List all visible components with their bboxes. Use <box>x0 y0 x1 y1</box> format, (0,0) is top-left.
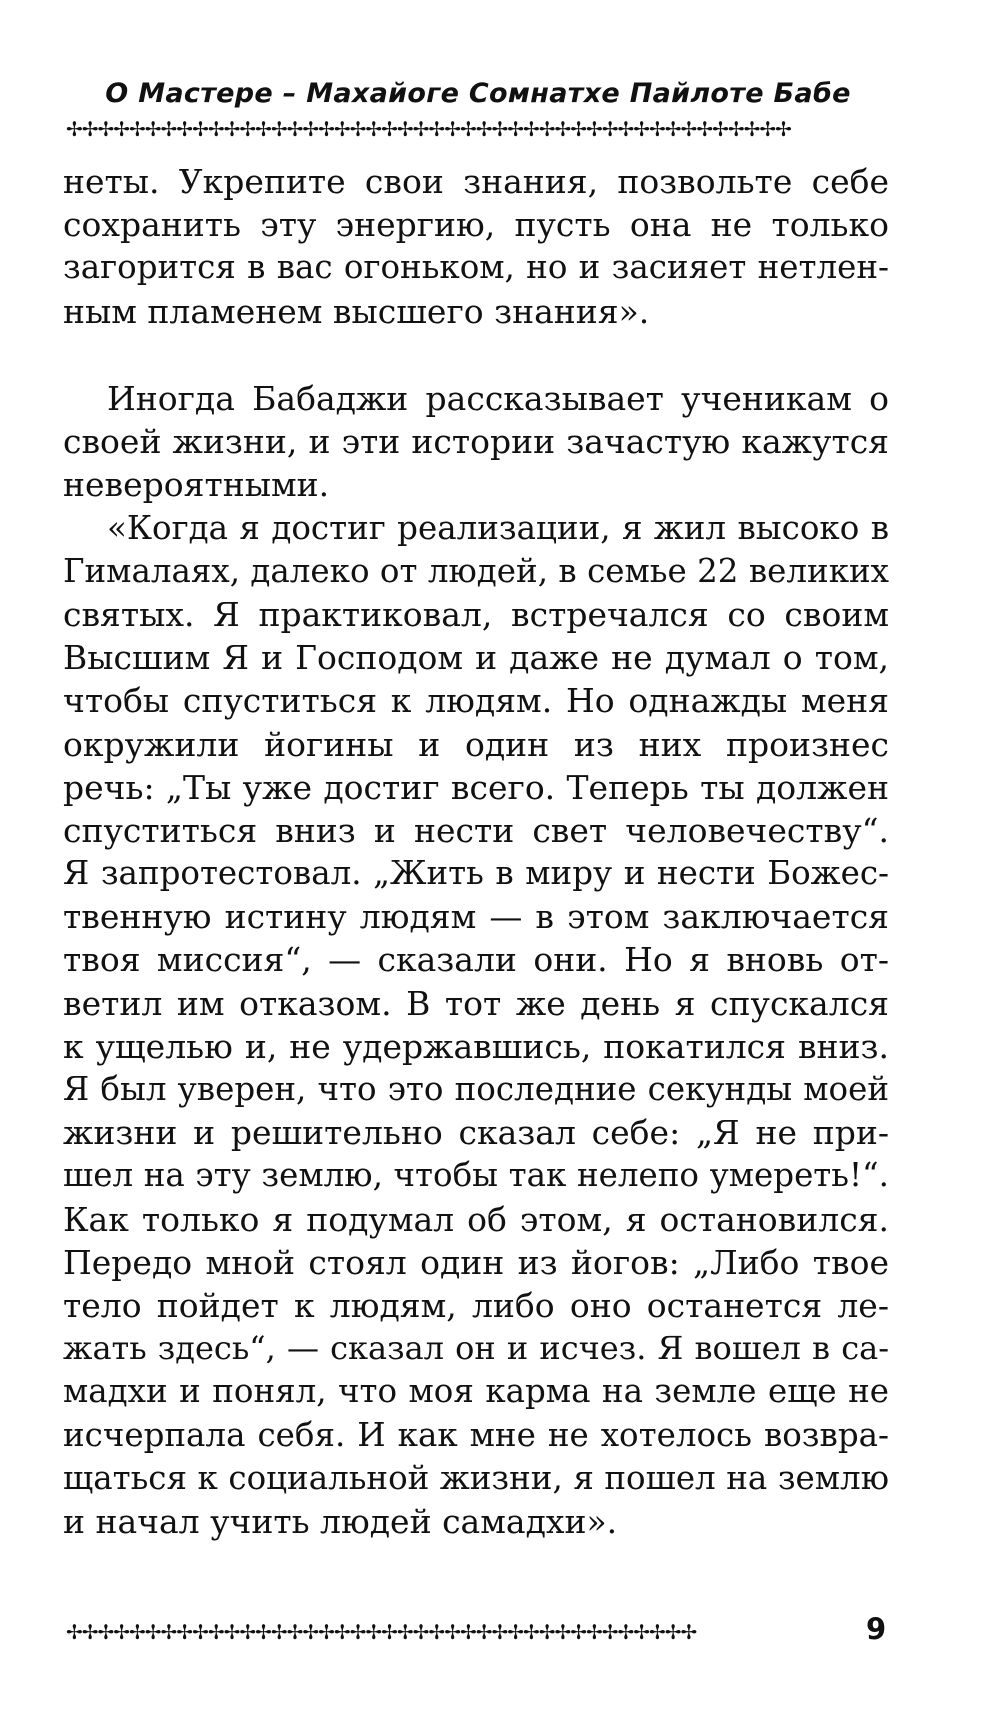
text-line: Как только я подумал об этом, я остановился. <box>63 1199 889 1239</box>
text-line: ным пламенем высшего знания». <box>63 291 650 331</box>
text-line: Я был уверен, что это последние секунды моей <box>63 1070 889 1108</box>
text-line: шел на эту землю, чтобы так нелепо умереть!“. <box>63 1156 889 1195</box>
text-line: исчерпала себя. И как мне не хотелось возвра- <box>63 1415 889 1454</box>
text-line: к ущелью и, не удержавшись, покатился вниз. <box>63 1026 889 1066</box>
text-line: неты. Укрепите свои знания, позвольте себе <box>63 162 889 201</box>
text-line: Передо мной стоял один из йогов: „Либо твое <box>63 1242 889 1282</box>
text-line: жать здесь“, — сказал он и исчез. Я вошел в са- <box>63 1329 889 1368</box>
text-line: сохранить эту энергию, пусть она не только <box>63 205 889 245</box>
text-line: щаться к социальной жизни, я пошел на землю <box>63 1458 889 1497</box>
top-ornament-divider: ✢✢✢✢✢✢✢✢✢✢✢✢✢✢✢✢✢✢✢✢✢✢✢✢✢✢✢✢✢✢✢✢✢✢✢✢✢✢✢✢✢✢✢✢✢✢ <box>66 118 791 140</box>
main-text-block <box>63 377 889 1543</box>
text-line: невероятными. <box>63 465 330 505</box>
text-line: Я запротестовал. „Жить в миру и нести Божес- <box>63 854 889 893</box>
running-header: О Мастере – Махайоге Сомнатхе Пайлоте Бабе <box>105 78 851 109</box>
text-line: святых. Я практиковал, встречался со своим <box>63 594 889 634</box>
text-line: речь: „Ты уже достиг всего. Теперь ты должен <box>63 767 889 807</box>
text-line: Гималаях, далеко от людей, в семье 22 великих <box>63 551 889 590</box>
text-line: мадхи и понял, что моя карма на земле еще не <box>63 1372 889 1411</box>
text-line: загорится в вас огоньком, но и засияет нетлен- <box>63 248 889 287</box>
text-line: Иногда Бабаджи рассказывает ученикам о <box>107 379 889 418</box>
text-line: окружили йогины и один из них произнес <box>63 724 889 764</box>
text-line: тело пойдет к людям, либо оно останется ле- <box>63 1285 889 1325</box>
paragraph-1 <box>63 160 889 333</box>
text-line: ветил им отказом. В тот же день я спускался <box>63 983 889 1023</box>
text-line: «Когда я достиг реализации, я жил высоко в <box>107 508 889 547</box>
text-line: твенную истину людям — в этом заключается <box>63 897 889 937</box>
text-line: чтобы спуститься к людям. Но однажды меня <box>63 681 889 721</box>
text-line: Высшим Я и Господом и даже не думал о том, <box>63 638 889 678</box>
text-line: спуститься вниз и нести свет человечеству“. <box>63 810 889 850</box>
text-line: твоя миссия“, — сказали они. Но я вновь от- <box>63 940 889 980</box>
text-line: своей жизни, и эти истории зачастую кажутся <box>63 422 889 462</box>
text-line: и начал учить людей самадхи». <box>63 1501 618 1541</box>
page-number: 9 <box>866 1612 887 1646</box>
bottom-ornament-divider: ✢✢✢✢✢✢✢✢✢✢✢✢✢✢✢✢✢✢✢✢✢✢✢✢✢✢✢✢✢✢✢✢✢✢✢✢✢✢✢✢ <box>66 1621 697 1643</box>
text-line: жизни и решительно сказал себе: „Я не при- <box>63 1113 889 1153</box>
